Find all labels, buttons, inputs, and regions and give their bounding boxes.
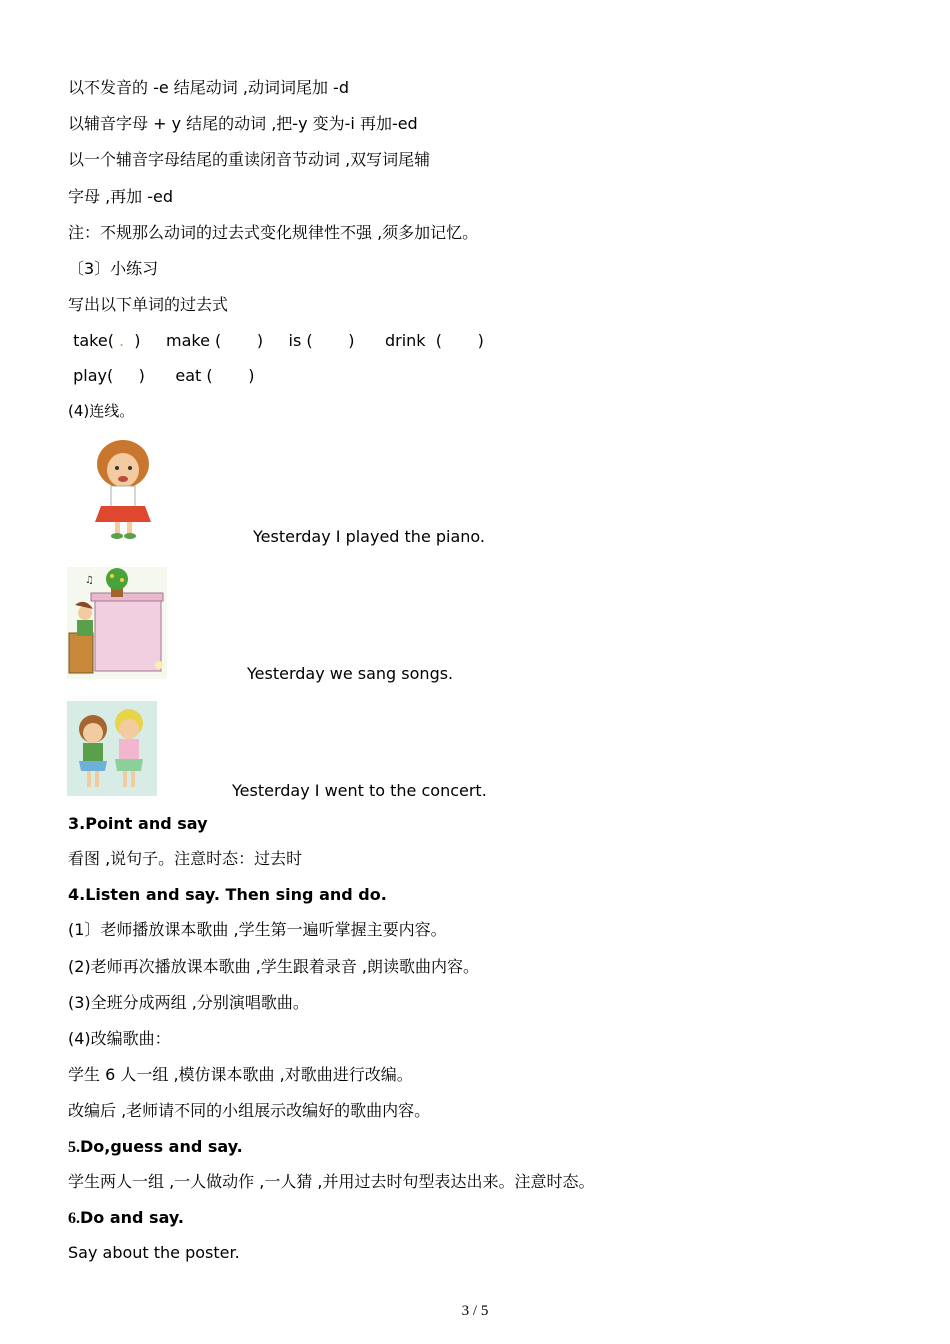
sentence-sang-songs: Yesterday we sang songs. <box>247 664 454 683</box>
section-5-text: 学生两人一组 ,一人做动作 ,一人猜 ,并用过去时句型表达出来。注意时态。 <box>68 1172 595 1191</box>
section-3-text: 看图 ,说句子。注意时态：过去时 <box>68 849 303 868</box>
stray-dot: . <box>113 331 125 350</box>
section-4-step-2: (2)老师再次播放课本歌曲 ,学生跟着录音 ,朗读歌曲内容。 <box>68 957 480 976</box>
section-4-step-4a: 学生 6 人一组 ,模仿课本歌曲 ,对歌曲进行改编。 <box>68 1065 413 1084</box>
rule-e-ending: 以不发音的 -e 结尾动词 ,动词词尾加 -d <box>68 78 349 97</box>
practice-instruction: 写出以下单词的过去式 <box>68 295 229 314</box>
matching-heading: (4)连线。 <box>68 402 135 420</box>
practice-row-2: play( ) eat ( ) <box>68 366 255 385</box>
section-4-step-3: (3)全班分成两组 ,分别演唱歌曲。 <box>68 993 309 1012</box>
section-6-heading: Do and say. <box>80 1208 184 1227</box>
svg-text:♫: ♫ <box>85 575 94 586</box>
girl-singing-image <box>83 434 163 544</box>
practice-row-1 <box>68 331 484 351</box>
section-5-heading: Do,guess and say. <box>80 1137 243 1156</box>
section-4-step-4b: 改编后 ,老师请不同的小组展示改编好的歌曲内容。 <box>68 1101 431 1120</box>
section-6-text: Say about the poster. <box>68 1243 240 1262</box>
section-4-step-4: (4)改编歌曲： <box>68 1029 171 1048</box>
sentence-played-piano: Yesterday I played the piano. <box>253 527 486 546</box>
rule-consonant-y: 以辅音字母 + y 结尾的动词 ,把-y 变为-i 再加-ed <box>68 114 418 133</box>
word-take: take( <box>68 331 114 350</box>
word-take-close: ) <box>124 331 141 350</box>
section-5-number: 5. <box>68 1139 80 1156</box>
section-6-number: 6. <box>68 1210 80 1227</box>
rule-double-consonant-cont: 字母 ,再加 -ed <box>68 187 174 206</box>
page-number: 3 / 5 <box>461 1303 489 1319</box>
section-6-title <box>68 1208 184 1229</box>
section-4-step-1: (1〕老师播放课本歌曲 ,学生第一遍听掌握主要内容。 <box>68 920 447 939</box>
practice-heading: 〔3〕小练习 <box>68 259 159 278</box>
section-4-title: 4.Listen and say. Then sing and do. <box>68 885 387 904</box>
children-concert-image <box>67 701 157 796</box>
piano-image <box>67 567 167 679</box>
irregular-note: 注：不规那么动词的过去式变化规律性不强 ,须多加记忆。 <box>68 223 479 242</box>
words-make-is-drink: make ( ) is ( ) drink ( ) <box>140 331 484 350</box>
section-3-title: 3.Point and say <box>68 814 208 833</box>
sentence-went-concert: Yesterday I went to the concert. <box>232 781 487 800</box>
section-5-title <box>68 1137 243 1158</box>
rule-double-consonant: 以一个辅音字母结尾的重读闭音节动词 ,双写词尾辅 <box>68 150 431 169</box>
